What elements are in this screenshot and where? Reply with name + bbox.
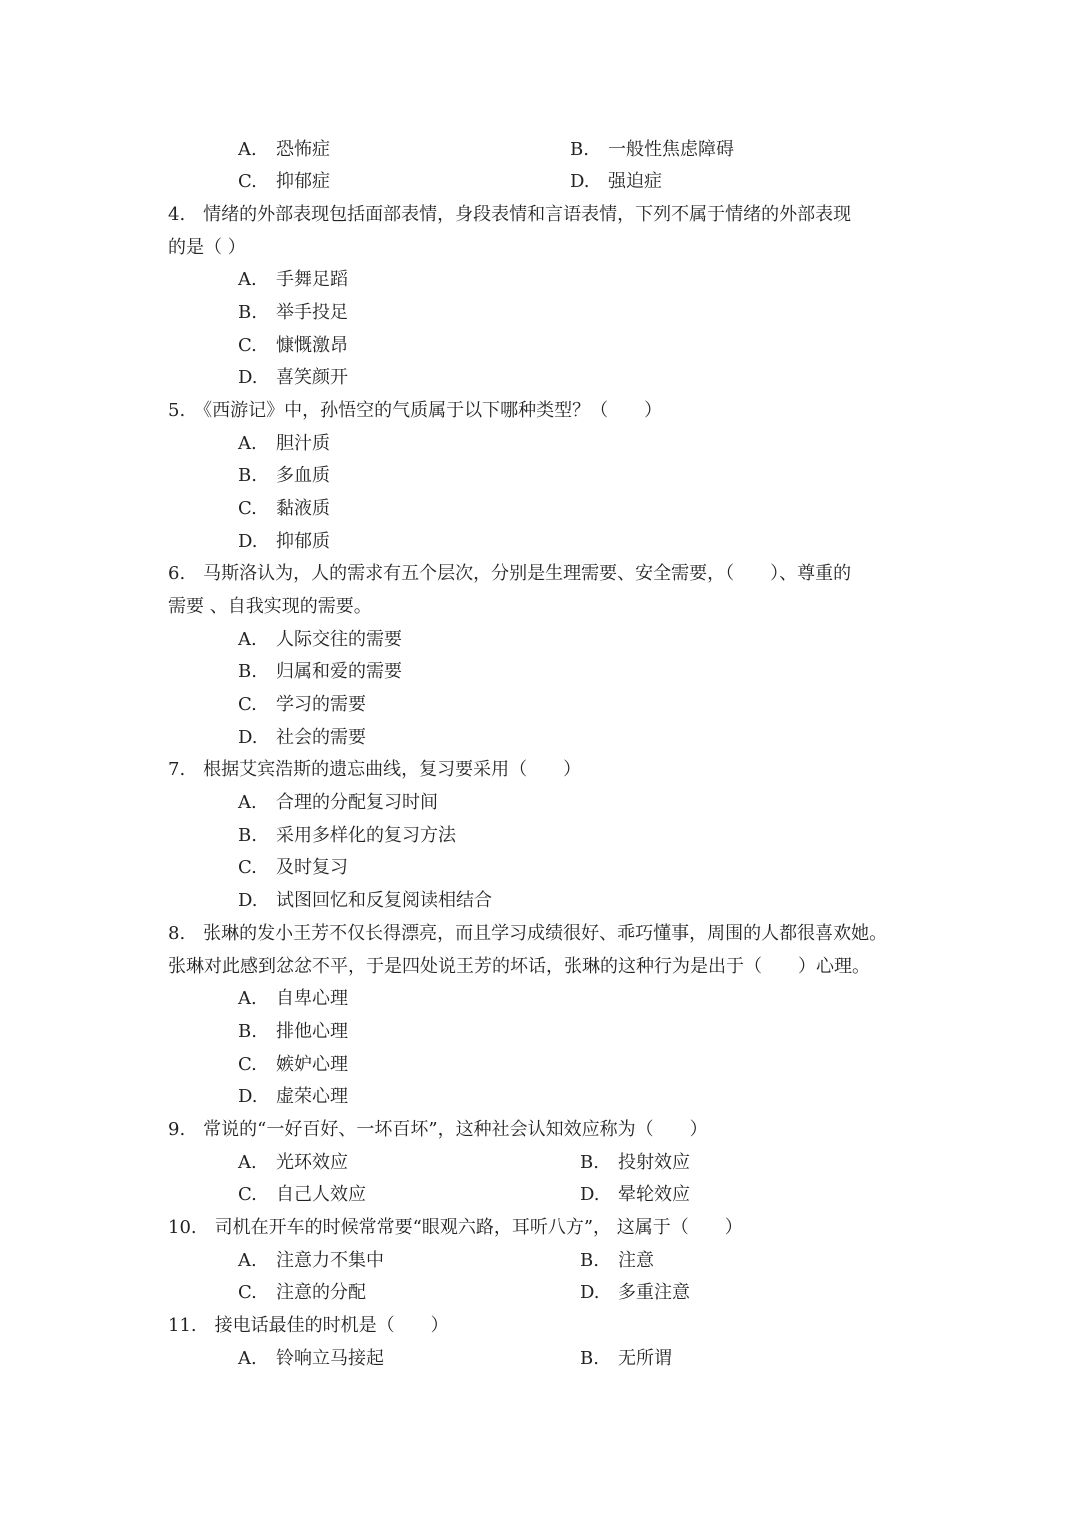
- option-text: 嫉妒心理: [276, 1054, 348, 1075]
- question-text: 6. 马斯洛认为，人的需求有五个层次，分别是生理需要、安全需要，（ ）、尊重的: [168, 563, 852, 584]
- option-text: 恐怖症: [276, 139, 330, 160]
- option-line: [0, 689, 1080, 721]
- question-line: [0, 395, 1080, 427]
- option-line: [0, 1081, 1080, 1113]
- option-text: 一般性焦虑障碍: [608, 139, 734, 160]
- option-text: 虚荣心理: [276, 1086, 348, 1107]
- option-letter: D.: [580, 1184, 600, 1205]
- option-text: 排他心理: [276, 1021, 348, 1042]
- question-text: 5. 《西游记》中，孙悟空的气质属于以下哪种类型？（ ）: [168, 400, 663, 421]
- option-line: [0, 885, 1080, 917]
- option-letter: B.: [570, 139, 589, 160]
- option-text: 抑郁症: [276, 171, 330, 192]
- option-text: 注意: [618, 1250, 654, 1271]
- option-letter: C.: [238, 694, 257, 715]
- option-letter: C.: [238, 1282, 257, 1303]
- option-line: [0, 526, 1080, 558]
- option-letter: A.: [238, 269, 257, 290]
- option-text: 光环效应: [276, 1152, 348, 1173]
- option-line: [0, 983, 1080, 1015]
- option-text: 胆汁质: [276, 433, 330, 454]
- option-line: [0, 297, 1080, 329]
- option-line: [0, 1343, 1080, 1375]
- option-line: [0, 1245, 1080, 1277]
- question-text: 7. 根据艾宾浩斯的遗忘曲线，复习要采用（ ）: [168, 759, 582, 780]
- option-letter: D.: [580, 1282, 600, 1303]
- option-letter: B.: [238, 302, 257, 323]
- question-text: 的是（ ）: [168, 237, 246, 258]
- option-letter: C.: [238, 1184, 257, 1205]
- option-line: [0, 820, 1080, 852]
- option-line: [0, 1277, 1080, 1309]
- option-text: 慷慨激昂: [276, 335, 348, 356]
- question-text: 11. 接电话最佳的时机是（ ）: [168, 1315, 449, 1336]
- option-line: [0, 134, 1080, 166]
- option-text: 自己人效应: [276, 1184, 366, 1205]
- option-letter: B.: [238, 661, 257, 682]
- option-line: [0, 852, 1080, 884]
- question-line: [0, 1114, 1080, 1146]
- question-line: [0, 232, 1080, 264]
- option-letter: C.: [238, 498, 257, 519]
- option-text: 抑郁质: [276, 531, 330, 552]
- option-letter: B.: [238, 1021, 257, 1042]
- option-text: 试图回忆和反复阅读相结合: [276, 890, 492, 911]
- option-letter: B.: [238, 825, 257, 846]
- option-letter: B.: [580, 1250, 599, 1271]
- option-text: 采用多样化的复习方法: [276, 825, 456, 846]
- option-letter: A.: [238, 629, 257, 650]
- option-letter: A.: [238, 1250, 257, 1271]
- question-line: [0, 951, 1080, 983]
- question-line: [0, 1212, 1080, 1244]
- question-text: 8. 张琳的发小王芳不仅长得漂亮，而且学习成绩很好、乖巧懂事，周围的人都很喜欢她。: [168, 923, 888, 944]
- option-line: [0, 624, 1080, 656]
- option-text: 自卑心理: [276, 988, 348, 1009]
- option-text: 强迫症: [608, 171, 662, 192]
- question-text: 张琳对此感到忿忿不平，于是四处说王芳的坏话，张琳的这种行为是出于（ ）心理。: [168, 956, 870, 977]
- option-line: [0, 428, 1080, 460]
- question-text: 需要 、自我实现的需要。: [168, 596, 372, 617]
- option-letter: A.: [238, 988, 257, 1009]
- option-letter: B.: [580, 1348, 599, 1369]
- option-letter: A.: [238, 1348, 257, 1369]
- question-line: [0, 199, 1080, 231]
- option-line: [0, 1147, 1080, 1179]
- option-letter: D.: [570, 171, 590, 192]
- question-line: [0, 754, 1080, 786]
- option-text: 举手投足: [276, 302, 348, 323]
- option-text: 无所谓: [618, 1348, 672, 1369]
- option-line: [0, 330, 1080, 362]
- option-line: [0, 460, 1080, 492]
- option-text: 黏液质: [276, 498, 330, 519]
- option-text: 注意的分配: [276, 1282, 366, 1303]
- question-text: 10. 司机在开车的时候常常要“眼观六路，耳听八方”， 这属于（ ）: [168, 1217, 743, 1238]
- option-letter: B.: [580, 1152, 599, 1173]
- option-letter: D.: [238, 727, 258, 748]
- option-letter: A.: [238, 433, 257, 454]
- option-text: 合理的分配复习时间: [276, 792, 438, 813]
- question-line: [0, 918, 1080, 950]
- option-line: [0, 722, 1080, 754]
- option-letter: A.: [238, 1152, 257, 1173]
- option-line: [0, 362, 1080, 394]
- option-text: 多血质: [276, 465, 330, 486]
- question-line: [0, 558, 1080, 590]
- option-letter: D.: [238, 890, 258, 911]
- option-letter: C.: [238, 335, 257, 356]
- option-letter: B.: [238, 465, 257, 486]
- option-line: [0, 1179, 1080, 1211]
- option-text: 手舞足蹈: [276, 269, 348, 290]
- option-letter: A.: [238, 792, 257, 813]
- question-line: [0, 591, 1080, 623]
- option-letter: D.: [238, 531, 258, 552]
- question-text: 9. 常说的“一好百好、一坏百坏”，这种社会认知效应称为（ ）: [168, 1119, 708, 1140]
- option-text: 社会的需要: [276, 727, 366, 748]
- option-letter: D.: [238, 1086, 258, 1107]
- option-text: 归属和爱的需要: [276, 661, 402, 682]
- option-line: [0, 1016, 1080, 1048]
- option-letter: A.: [238, 139, 257, 160]
- option-text: 投射效应: [618, 1152, 690, 1173]
- option-line: [0, 166, 1080, 198]
- option-text: 喜笑颜开: [276, 367, 348, 388]
- option-line: [0, 787, 1080, 819]
- option-text: 注意力不集中: [276, 1250, 384, 1271]
- option-line: [0, 656, 1080, 688]
- option-text: 晕轮效应: [618, 1184, 690, 1205]
- option-line: [0, 493, 1080, 525]
- option-line: [0, 264, 1080, 296]
- option-letter: C.: [238, 857, 257, 878]
- option-letter: D.: [238, 367, 258, 388]
- option-letter: C.: [238, 1054, 257, 1075]
- option-letter: C.: [238, 171, 257, 192]
- option-text: 及时复习: [276, 857, 348, 878]
- question-text: 4. 情绪的外部表现包括面部表情，身段表情和言语表情，下列不属于情绪的外部表现: [168, 204, 852, 225]
- question-line: [0, 1310, 1080, 1342]
- option-text: 多重注意: [618, 1282, 690, 1303]
- option-line: [0, 1049, 1080, 1081]
- option-text: 人际交往的需要: [276, 629, 402, 650]
- option-text: 学习的需要: [276, 694, 366, 715]
- option-text: 铃响立马接起: [276, 1348, 384, 1369]
